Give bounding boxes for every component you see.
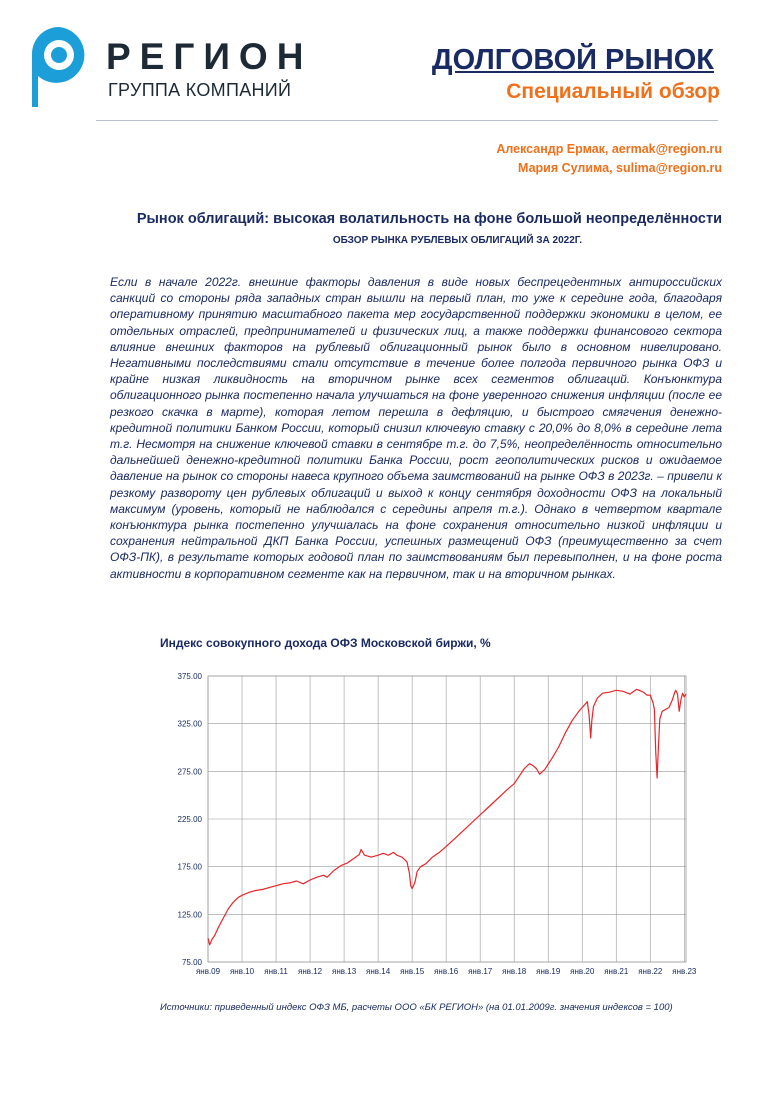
x-tick-label: янв.10 — [229, 967, 255, 976]
doc-subtitle: Специальный обзор — [506, 80, 720, 103]
author-line: Александр Ермак, aermak@region.ru — [496, 142, 722, 156]
article-body: Если в начале 2022г. внешние факторы давления в виде новых беспрецедентных антироссийских санкций со стороны ряда западных стран вышли на первый план, то уже к середине года, благодаря оперативному принятию масштабного пакета мер государственной поддержки экономики в целом, ее отдельных отраслей, предпринимателей и физических лиц, а также поддержки финансового сектора влияние внешних факторов на рублевый облигационный рынок было в основном нивелировано. Негативными последствиями стали отсутствие в течение более полгода первичного рынка ОФЗ и крайне низкая ликвидность на вторичном рынке всех сегментов облигаций. Конъюнктура облигационного рынка постепенно начала улучшаться на фоне уверенного снижения инфляции (после ее резкого скачка в марте), которая летом перешла в дефляцию, и быстрого смягчения денежно-кредитной политики Банком России, который снизил ключевую ставку с 20,0% до 8,0% в середине лета т.г. Несмотря на снижение ключевой ставки в сентябре т.г. до 7,5%, неопределённость относительно дальнейшей денежно-кредитной политики Банка России, рост геополитических рисков и ожидаемое давление на рынок со стороны навеса крупного объема заимствований на рынке ОФЗ в 2023г. – привели к резкому развороту цен рублевых облигаций и выход к концу сентября доходности ОФЗ на локальный максимум (уровень, который не наблюдался с середины апреля т.г.). Однако в четвертом квартале конъюнктура рынка постепенно улучшалась на фоне сохранения относительно низкой инфляции и сохранения нейтральной ДКП Банка России, успешных размещений ОФЗ (преимущественно за счет ОФЗ-ПК), в результате которых годовой план по заимствованиям был перевыполнен, и на фоне роста активности в корпоративном сегменте как на первичном, так и на вторичном рынках. — [110, 275, 722, 581]
x-tick-label: янв.14 — [366, 967, 391, 976]
brand-subtitle: ГРУППА КОМПАНИЙ — [108, 80, 292, 100]
y-tick-label: 375.00 — [177, 672, 202, 681]
header-divider — [96, 120, 718, 121]
y-tick-label: 325.00 — [177, 719, 202, 729]
y-tick-label: 125.00 — [177, 910, 202, 920]
x-tick-label: янв.12 — [298, 967, 323, 976]
chart-title: Индекс совокупного дохода ОФЗ Московской биржи, % — [160, 636, 491, 650]
x-tick-label: янв.19 — [536, 967, 561, 976]
x-tick-label: янв.16 — [434, 967, 459, 976]
y-tick-label: 175.00 — [177, 862, 202, 872]
x-tick-label: янв.20 — [570, 967, 595, 976]
y-tick-label: 75.00 — [181, 958, 202, 967]
y-tick-label: 275.00 — [177, 767, 202, 777]
x-tick-label: янв.18 — [502, 967, 527, 976]
y-tick-label: 225.00 — [177, 815, 202, 824]
logo-dot — [51, 47, 67, 63]
x-tick-label: янв.22 — [638, 967, 663, 976]
article-subheadline: ОБЗОР РЫНКА РУБЛЕВЫХ ОБЛИГАЦИЙ ЗА 2022Г. — [332, 235, 582, 246]
x-tick-label: янв.21 — [604, 967, 629, 976]
brand-name: РЕГИОН — [106, 36, 313, 77]
ofz-index-chart — [160, 668, 708, 978]
authors-block — [496, 140, 722, 178]
x-tick-label: янв.11 — [264, 967, 288, 976]
source-note: Источники: приведенный индекс ОФЗ МБ, расчеты ООО «БК РЕГИОН» (на 01.01.2009г. значения индексов = 100) — [160, 1002, 673, 1013]
x-tick-label: янв.23 — [672, 967, 697, 976]
doc-title: ДОЛГОВОЙ РЫНОК — [431, 44, 714, 76]
x-tick-label: янв.13 — [332, 967, 357, 976]
x-tick-label: янв.09 — [195, 967, 221, 976]
x-tick-label: янв.15 — [400, 967, 425, 976]
author-line: Мария Сулима, sulima@region.ru — [518, 161, 722, 175]
article-headline: Рынок облигаций: высокая волатильность на фоне большой неопределённости — [136, 211, 722, 227]
x-tick-label: янв.17 — [468, 967, 493, 976]
region-logo — [28, 24, 90, 110]
